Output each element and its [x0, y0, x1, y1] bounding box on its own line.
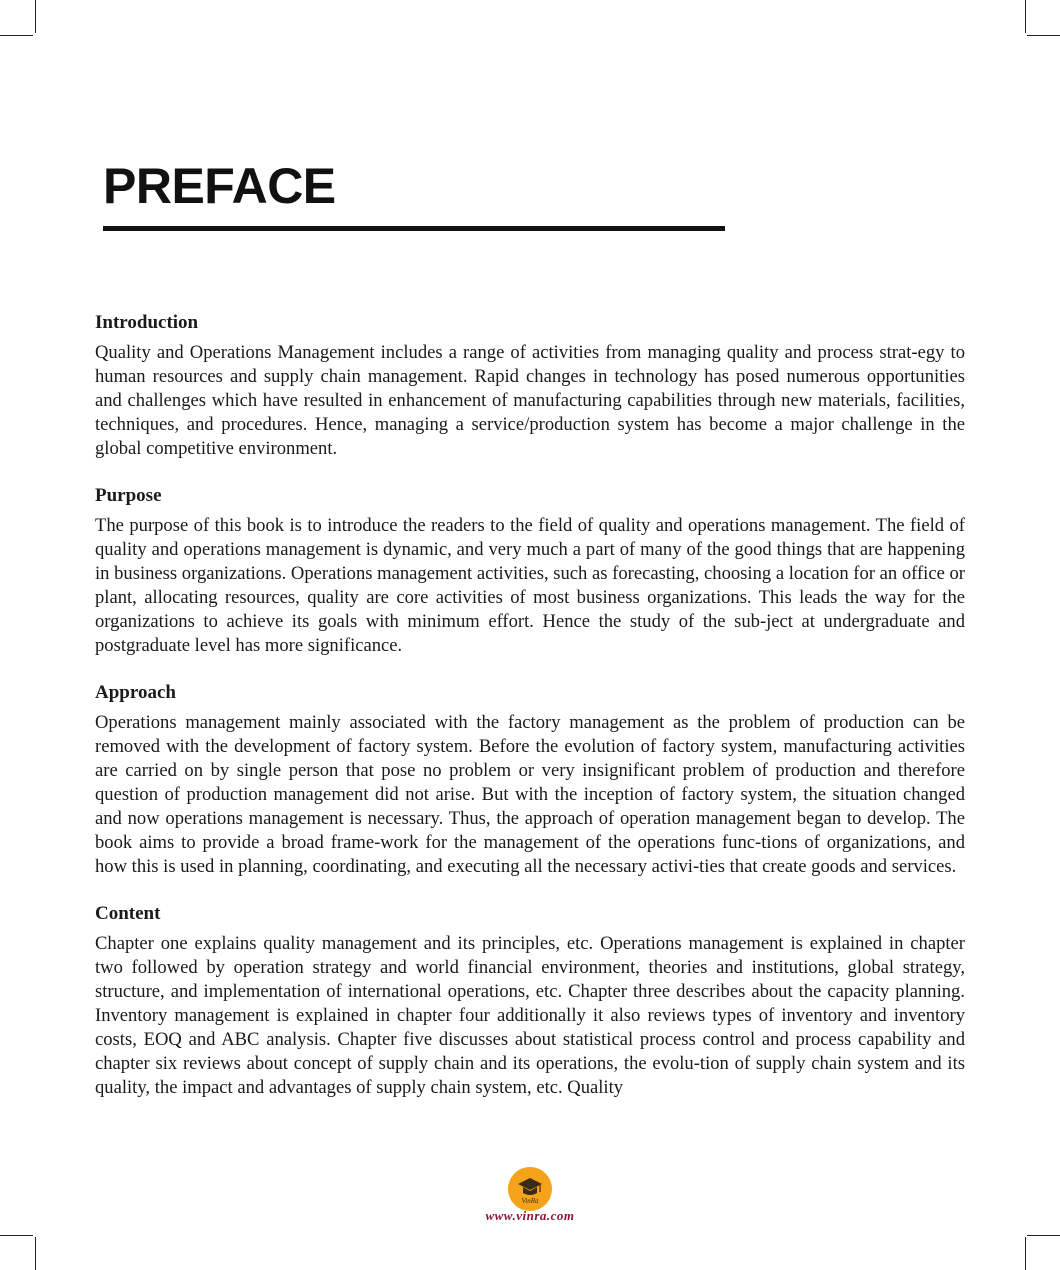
crop-mark-top-right-vertical: [1025, 0, 1026, 33]
publisher-url[interactable]: www.vinra.com: [485, 1208, 575, 1223]
publisher-logo: [507, 1166, 553, 1212]
logo-text: VinRa: [521, 1197, 539, 1205]
section-introduction: [95, 310, 965, 461]
preface-content: [95, 310, 965, 1122]
crop-mark-bottom-right-vertical: [1025, 1237, 1026, 1270]
section-heading: Approach: [95, 682, 176, 703]
crop-mark-top-left-horizontal: [0, 35, 33, 36]
crop-mark-bottom-left-vertical: [35, 1237, 36, 1270]
section-body: The purpose of this book is to introduce the readers to the field of quality and operations management. The field of quality and operations management is dynamic, and very much a part of many of the good things that are happening in business organizations. Operations management activities, such as forecasting, choosing a location for an office or plant, allocating resources, quality are core activities of most business organizations. This leads the way for the organizations to achieve its goals with minimum effort. Hence the study of the sub-ject at undergraduate and postgraduate level has more significance.: [95, 515, 965, 656]
section-heading: Content: [95, 903, 161, 924]
section-heading: Purpose: [95, 485, 162, 506]
crop-mark-bottom-left-horizontal: [0, 1235, 33, 1236]
crop-mark-top-left-vertical: [35, 0, 36, 33]
section-body: Chapter one explains quality management and its principles, etc. Operations management is explained in chapter two followed by operation strategy and world financial environment, theories and institutions, global strategy, structure, and implementation of international operations, etc. Chapter three describes about the capacity planning. Inventory management is explained in chapter four additionally it also reviews types of inventory and inventory costs, EOQ and ABC analysis. Chapter five discusses about statistical process control and process capability and chapter six reviews about concept of supply chain and its operations, the evolu-tion of supply chain system and its quality, the impact and advantages of supply chain system, etc. Quality: [95, 933, 965, 1098]
section-approach: [95, 680, 965, 879]
section-body: Operations management mainly associated with the factory management as the problem of production can be removed with the development of factory system. Before the evolution of factory system, manufacturing activities are carried on by single person that pose no problem or very insignificant problem of production and therefore question of production management did not arise. But with the inception of factory system, the situation changed and now operations management is necessary. Thus, the approach of operation management began to develop. The book aims to provide a broad frame-work for the management of the operations func-tions of organizations, and how this is used in planning, coordinating, and executing all the necessary activi-ties that create goods and services.: [95, 712, 965, 877]
title-underline: [103, 226, 725, 231]
page-title: PREFACE: [103, 158, 336, 214]
section-heading: Introduction: [95, 312, 199, 333]
crop-mark-bottom-right-horizontal: [1027, 1235, 1060, 1236]
crop-mark-top-right-horizontal: [1027, 35, 1060, 36]
section-content: [95, 901, 965, 1100]
section-purpose: [95, 483, 965, 658]
section-body: Quality and Operations Management includes a range of activities from managing quality and process strat-egy to human resources and supply chain management. Rapid changes in technology has posed numerous opportunities and challenges which have resulted in enhancement of manufacturing capabilities through new materials, facilities, techniques, and procedures. Hence, managing a service/production system has become a major challenge in the global competitive environment.: [95, 342, 965, 459]
